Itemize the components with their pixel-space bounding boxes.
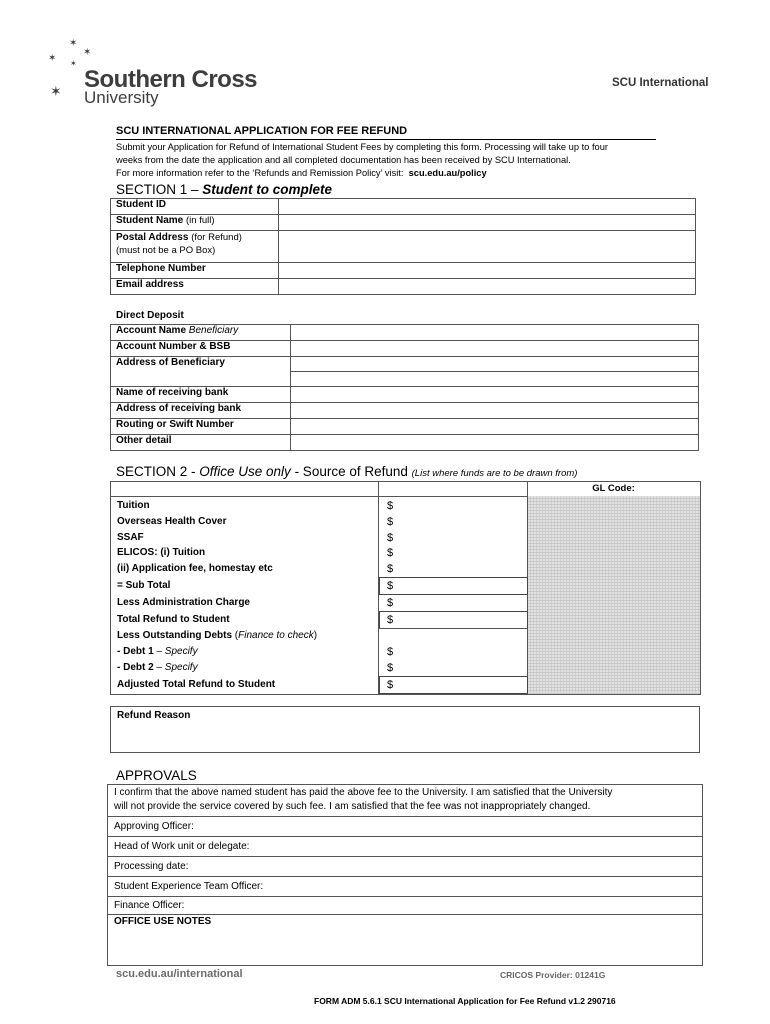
processing-date-field[interactable]: Processing date: bbox=[108, 857, 702, 877]
row-tuition: Tuition bbox=[117, 500, 150, 511]
refund-reason-label: Refund Reason bbox=[117, 710, 191, 721]
receiving-bank-address-label: Address of receiving bank bbox=[111, 403, 291, 419]
section2-heading-note: (List where funds are to be drawn from) bbox=[411, 468, 578, 479]
email-field[interactable] bbox=[279, 279, 696, 295]
student-details-table bbox=[110, 198, 696, 295]
other-detail-field[interactable] bbox=[291, 435, 699, 451]
address-beneficiary-label: Address of Beneficiary bbox=[111, 357, 291, 387]
section1-heading-prefix: SECTION 1 – bbox=[116, 182, 203, 197]
row-debt1: - Debt 1 – Specify bbox=[117, 646, 198, 657]
row-total: Total Refund to Student bbox=[117, 614, 230, 625]
star-icon: ✶ bbox=[83, 47, 92, 58]
postal-address-field[interactable] bbox=[279, 231, 696, 263]
row-debt2-text: - Debt 2 bbox=[117, 662, 154, 673]
row-debts-note: Finance to check bbox=[238, 630, 314, 641]
header-row-divider bbox=[111, 496, 527, 497]
row-ohc: Overseas Health Cover bbox=[117, 516, 227, 527]
cricos-provider: CRICOS Provider: 01241G bbox=[500, 970, 606, 980]
row-admin: Less Administration Charge bbox=[117, 597, 250, 608]
row-ssaf: SSAF bbox=[117, 532, 144, 543]
postal-address-note2: (must not be a PO Box) bbox=[116, 245, 216, 256]
title-divider bbox=[116, 139, 656, 140]
postal-address-label bbox=[111, 231, 279, 263]
subtotal-amount-box[interactable] bbox=[379, 577, 528, 595]
approvals-table bbox=[107, 784, 703, 966]
row-debt2: - Debt 2 – Specify bbox=[117, 662, 198, 673]
debts-row-divider bbox=[379, 628, 527, 629]
approving-officer-field[interactable]: Approving Officer: bbox=[108, 817, 702, 837]
subtotal-amount[interactable]: $ bbox=[387, 580, 394, 592]
address-beneficiary-field[interactable] bbox=[291, 357, 699, 387]
row-subtotal: = Sub Total bbox=[117, 580, 171, 591]
account-name-field[interactable] bbox=[291, 325, 699, 341]
postal-address-note: (for Refund) bbox=[191, 232, 242, 243]
star-icon: ✶ bbox=[48, 53, 57, 64]
account-number-label: Account Number & BSB bbox=[111, 341, 291, 357]
row-appfee: (ii) Application fee, homestay etc bbox=[117, 563, 273, 574]
logo-subtitle: University bbox=[84, 88, 159, 107]
direct-deposit-heading: Direct Deposit bbox=[116, 310, 184, 321]
brand-label: SCU International bbox=[612, 77, 709, 89]
intro-line-2: weeks from the date the application and all completed documentation has been received by SCU International. bbox=[116, 155, 571, 165]
intro-line-3-text: For more information refer to the ‘Refunds and Remission Policy’ visit: bbox=[116, 168, 404, 178]
telephone-field[interactable] bbox=[279, 263, 696, 279]
debt1-amount[interactable]: $ bbox=[387, 646, 394, 658]
section1-heading-italic: Student to complete bbox=[202, 182, 333, 197]
star-icon: ✶ bbox=[69, 38, 78, 49]
gl-code-header: GL Code: bbox=[592, 483, 635, 494]
gl-code-column bbox=[527, 496, 700, 694]
approvals-heading: APPROVALS bbox=[116, 768, 197, 783]
appfee-amount[interactable]: $ bbox=[387, 563, 394, 575]
row-elicos: ELICOS: (i) Tuition bbox=[117, 547, 206, 558]
elicos-amount[interactable]: $ bbox=[387, 547, 394, 559]
row-debts-text: Less Outstanding Debts bbox=[117, 630, 233, 641]
row-debts: Less Outstanding Debts (Finance to check) bbox=[117, 630, 318, 641]
section2-heading-prefix: SECTION 2 - bbox=[116, 464, 200, 479]
routing-label: Routing or Swift Number bbox=[111, 419, 291, 435]
footer-url[interactable]: scu.edu.au/international bbox=[116, 968, 243, 980]
account-name-text: Account Name bbox=[116, 325, 187, 336]
student-name-text: Student Name bbox=[116, 215, 184, 226]
telephone-label: Telephone Number bbox=[111, 263, 279, 279]
receiving-bank-address-field[interactable] bbox=[291, 403, 699, 419]
ohc-amount[interactable]: $ bbox=[387, 516, 394, 528]
confirmation-text bbox=[108, 785, 702, 817]
row-debt1-specify: Specify bbox=[164, 646, 198, 657]
refund-reason-box[interactable] bbox=[110, 706, 700, 753]
confirm-line-2: will not provide the service covered by such fee. I am satisfied that the fee was not inappropriately changed. bbox=[114, 801, 591, 812]
receiving-bank-label: Name of receiving bank bbox=[111, 387, 291, 403]
intro-line-1: Submit your Application for Refund of International Student Fees by completing this form. Processing will take up to four bbox=[116, 142, 608, 152]
section1-heading bbox=[116, 182, 332, 197]
logo-title: Southern Cross bbox=[84, 66, 258, 93]
admin-amount[interactable]: $ bbox=[387, 597, 394, 609]
student-id-label: Student ID bbox=[111, 199, 279, 215]
debt2-amount[interactable]: $ bbox=[387, 662, 394, 674]
student-name-field[interactable] bbox=[279, 215, 696, 231]
office-notes-box[interactable] bbox=[108, 914, 702, 965]
receiving-bank-field[interactable] bbox=[291, 387, 699, 403]
email-label: Email address bbox=[111, 279, 279, 295]
head-of-work-field[interactable]: Head of Work unit or delegate: bbox=[108, 837, 702, 857]
tuition-amount[interactable]: $ bbox=[387, 500, 394, 512]
total-amount-box[interactable] bbox=[379, 611, 528, 629]
adjusted-amount[interactable]: $ bbox=[387, 679, 394, 691]
bank-details-table bbox=[110, 324, 699, 451]
postal-address-text: Postal Address bbox=[116, 232, 189, 243]
section2-heading bbox=[116, 464, 577, 479]
row-adjusted: Adjusted Total Refund to Student bbox=[117, 679, 276, 690]
student-experience-field[interactable]: Student Experience Team Officer: bbox=[108, 877, 702, 897]
adjusted-amount-box[interactable] bbox=[379, 676, 528, 694]
routing-field[interactable] bbox=[291, 419, 699, 435]
policy-link[interactable]: scu.edu.au/policy bbox=[408, 168, 487, 178]
account-name-note: Beneficiary bbox=[188, 325, 239, 336]
row-debt1-text: - Debt 1 bbox=[117, 646, 154, 657]
other-detail-label: Other detail bbox=[111, 435, 291, 451]
section2-heading-mid: - Source of Refund bbox=[290, 464, 412, 479]
intro-line-3 bbox=[116, 167, 696, 180]
student-id-field[interactable] bbox=[279, 199, 696, 215]
office-notes-label: OFFICE USE NOTES bbox=[114, 916, 212, 927]
student-name-label bbox=[111, 215, 279, 231]
ssaf-amount[interactable]: $ bbox=[387, 532, 394, 544]
refund-source-table bbox=[110, 481, 701, 695]
finance-officer-field[interactable]: Finance Officer: bbox=[114, 900, 185, 911]
form-title: SCU INTERNATIONAL APPLICATION FOR FEE REFUND bbox=[116, 125, 408, 137]
form-reference: FORM ADM 5.6.1 SCU International Application for Fee Refund v1.2 290716 bbox=[314, 996, 616, 1006]
section2-heading-italic: Office Use only bbox=[199, 464, 291, 479]
confirm-line-1: I confirm that the above named student has paid the above fee to the University. I am satisfied that the University bbox=[114, 787, 613, 798]
student-name-note: (in full) bbox=[186, 215, 215, 226]
row-debt2-specify: Specify bbox=[164, 662, 198, 673]
star-icon: ✶ bbox=[50, 83, 62, 99]
account-name-label bbox=[111, 325, 291, 341]
star-icon: ✶ bbox=[70, 59, 77, 68]
account-number-field[interactable] bbox=[291, 341, 699, 357]
total-amount[interactable]: $ bbox=[387, 614, 394, 626]
intro-text bbox=[116, 141, 696, 180]
